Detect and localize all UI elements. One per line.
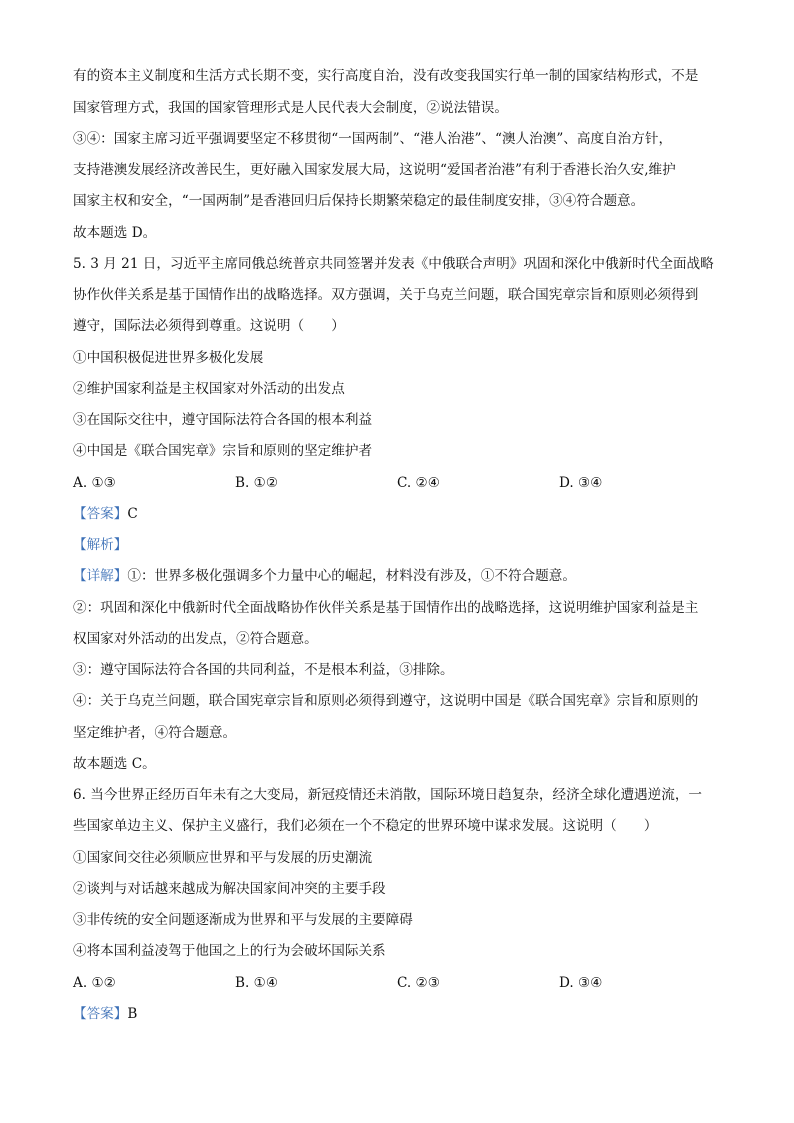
answer-label: 【答案】 [73,506,128,522]
question-5-stem: 遵守，国际法必须得到尊重。这说明（ ） [73,318,345,334]
question-5-statement: ①中国积极促进世界多极化发展 [73,350,264,366]
option-d: D. ③④ [559,975,603,991]
question-5-stem: 5. 3 月 21 日，习近平主席同俄总统普京共同签署并发表《中俄联合声明》巩固和深化中俄新时代全面战略 [73,256,714,272]
answer-value: B [127,1006,138,1022]
option-a: A. ①② [73,975,116,991]
detail-label: 【详解】 [73,568,128,584]
answer-line [73,505,754,523]
analysis-label: 【解析】 [73,537,128,553]
question-6-stem: 6. 当今世界正经历百年未有之大变局，新冠疫情还未消散，国际环境日趋复杂，经济全球化遭遇逆流，一 [73,787,703,803]
question-6-statement: ③非传统的安全问题逐渐成为世界和平与发展的主要障碍 [73,912,413,928]
answer-label: 【答案】 [73,1006,128,1022]
option-d: D. ③④ [559,475,603,491]
detail-line: ③：遵守国际法符合各国的共同利益，不是根本利益，③排除。 [73,662,454,678]
answer-line [73,1005,754,1023]
question-6-statement: ④将本国利益凌驾于他国之上的行为会破坏国际关系 [73,943,386,959]
option-a: A. ①③ [73,475,116,491]
paragraph-line: 有的资本主义制度和生活方式长期不变，实行高度自治，没有改变我国实行单一制的国家结构形式，不是 [73,68,699,84]
analysis-label-line [73,536,754,554]
question-5-statement: ②维护国家利益是主权国家对外活动的出发点 [73,381,345,397]
option-b: B. ①② [235,475,279,491]
question-5-statement: ④中国是《联合国宪章》宗旨和原则的坚定维护者 [73,443,373,459]
detail-line [73,567,754,585]
option-c: C. ②③ [397,975,440,991]
option-c: C. ②④ [397,475,440,491]
answer-value: C [127,506,138,522]
detail-line: ②：巩固和深化中俄新时代全面战略协作伙伴关系是基于国情作出的战略选择，这说明维护国家利益是主 [73,600,699,616]
detail-text: ①：世界多极化强调多个力量中心的崛起，材料没有涉及，①不符合题意。 [127,568,576,584]
option-b: B. ①④ [235,975,279,991]
question-5-stem: 协作伙伴关系是基于国情作出的战略选择。双方强调，关于乌克兰问题，联合国宪章宗旨和原则必须得到 [73,287,699,303]
question-5-statement: ③在国际交往中，遵守国际法符合各国的根本利益 [73,412,373,428]
paragraph-line: ③④：国家主席习近平强调要坚定不移贯彻“一国两制”、“港人治港”、“澳人治澳”、高度自治方针， [73,131,673,147]
detail-line: ④：关于乌克兰问题，联合国宪章宗旨和原则必须得到遵守，这说明中国是《联合国宪章》宗旨和原则的 [73,693,699,709]
conclusion-line: 故本题选 C。 [73,756,156,772]
paragraph-line: 支持港澳发展经济改善民生，更好融入国家发展大局，这说明“爱国者治港”有利于香港长治久安,维护 [73,162,676,178]
detail-line: 权国家对外活动的出发点，②符合题意。 [73,631,318,647]
conclusion-line: 故本题选 D。 [73,225,157,241]
paragraph-line: 国家主权和安全，“一国两制”是香港回归后保持长期繁荣稳定的最佳制度安排，③④符合题意。 [73,193,645,209]
question-6-statement: ②谈判与对话越来越成为解决国家间冲突的主要手段 [73,881,386,897]
paragraph-line: 国家管理方式，我国的国家管理形式是人民代表大会制度，②说法错误。 [73,100,508,116]
question-6-statement: ①国家间交往必须顺应世界和平与发展的历史潮流 [73,850,373,866]
question-6-stem: 些国家单边主义、保护主义盛行，我们必须在一个不稳定的世界环境中谋求发展。这说明（ ） [73,818,658,834]
detail-line: 坚定维护者，④符合题意。 [73,725,237,741]
